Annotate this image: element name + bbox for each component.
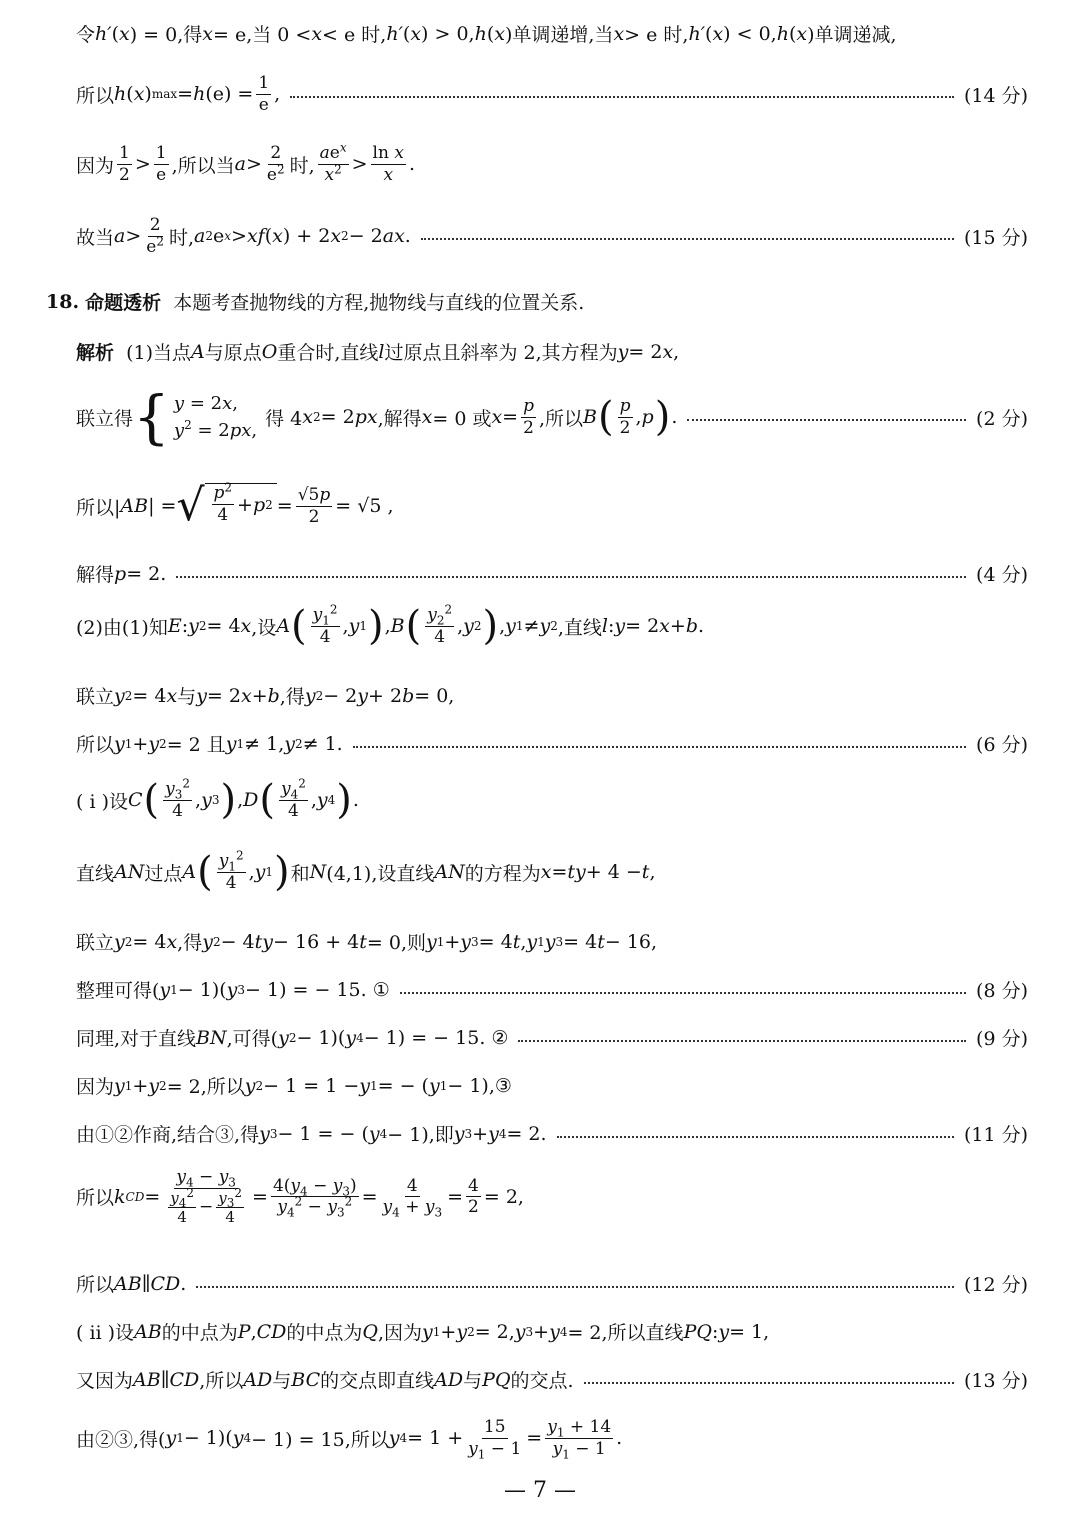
text-line: 联立 y 2 = 4 x 与 y = 2 x + b ,得 y 2 − 2 y + 2 b = 0, (76, 684, 455, 708)
dot-leader (421, 238, 954, 240)
score-label: (13 分) (963, 1370, 1028, 1392)
dot-leader (518, 1040, 966, 1042)
page-number: — 7 — (504, 1478, 576, 1503)
text-line: 联立 y 2 = 4 x ,得 y 2 − 4 ty − 16 + 4 t = 0,则 y 1 + y 3 = 4 t , y 1 y 3 = 4 t − 16, (76, 930, 658, 954)
text-line: 所以| AB | = √ $\frac{p^2}{4}$ + p 2 = $\frac{√5p}{2}$ = √5 , (76, 480, 394, 531)
heading-label: 命题透析 (85, 292, 162, 314)
text-line: ( ⅰ )设 C ( $\frac{y_3^2}{4}$ , y 3 ) , D ( $\frac{y_4^2}{4}$ , y 4 ) . (76, 776, 359, 824)
score-label: (4 分) (976, 564, 1028, 586)
text-line: 由②③,得( y 1 − 1)( y 4 − 1) = 15,所以 y 4 = 1 + $\frac{15}{y_1 - 1}$ = $\frac{y_1 + 14}{y_1 - 1}$ . (76, 1417, 623, 1462)
text-line: 所以 h ( x ) max = h (e) = $\frac{1}{e}$ , (14 分) (76, 73, 1028, 115)
dot-leader (400, 992, 966, 994)
text-line: 因为 $\frac{1}{2}$ > $\frac{1}{e}$ ,所以当 a > $\frac{2}{e^2}$ 时, $\frac{ae^x}{x^2}$ > $\frac{\text{ln x}}{x}$ . (76, 140, 415, 185)
score-label: (9 分) (976, 1028, 1028, 1050)
score-label: (12 分) (963, 1274, 1028, 1296)
score-label: (8 分) (976, 980, 1028, 1002)
text-line: 整理可得( y 1 − 1)( y 3 − 1) = − 15. ① (8 分) (76, 976, 1028, 1003)
heading-intro: 本题考查抛物线的方程,抛物线与直线的位置关系. (173, 292, 585, 314)
text-line: 所以 k CD = $y_4 - y_3$ $\frac{y_4^2}{4}$ − $\frac{y_3^2}{4}$ = $\frac{4(y_4 - y_3)}{y_4^2 - y_3^2}$ = $\frac{4}{y_4 + y_3}$ = $\frac{4}{2}$ = 2, (76, 1167, 524, 1227)
text-line: 由①②作商,结合③,得 y 3 − 1 = − ( y 4 − 1),即 y 3 + y 4 = 2. (11 分) (76, 1120, 1028, 1147)
dot-leader (176, 576, 966, 578)
score-label: (6 分) (976, 734, 1028, 756)
text-line: 同理,对于直线 BN ,可得( y 2 − 1)( y 4 − 1) = − 15. ② (9 分) (76, 1024, 1028, 1051)
score-label: (2 分) (976, 407, 1028, 430)
question-heading (46, 288, 1028, 315)
text-line: (2)由(1)知 E : y 2 = 4 x ,设 A ( $\frac{y_1^2}{4}$ , y 1 ) , B ( $\frac{y_2^2}{4}$ , y 2 ) , y 1 ≠ y 2 ,直线 l : y = 2 x + b . (76, 602, 705, 650)
dot-leader (290, 96, 954, 98)
text-line: 直线 AN 过点 A ( $\frac{y_1^2}{4}$ , y 1 ) 和 N (4,1),设直线 AN 的方程为 x = ty + 4 − t , (76, 848, 656, 896)
text-line: 又因为 AB ∥ CD ,所以 AD 与 BC 的交点即直线 AD 与 PQ 的交点. (13 分) (76, 1366, 1028, 1393)
dot-leader (196, 1286, 954, 1288)
score-label: (14 分) (963, 84, 1028, 107)
dot-leader (353, 746, 966, 748)
score-label: (11 分) (963, 1124, 1028, 1146)
question-number: 18. (46, 290, 80, 313)
dot-leader (584, 1382, 954, 1384)
score-label: (15 分) (963, 226, 1028, 249)
text-line: 解得 p = 2. (4 分) (76, 560, 1028, 587)
text-line: 解析 (1)当点 A 与原点 O 重合时,直线 l 过原点且斜率为 2,其方程为 y = 2 x , (76, 338, 1028, 365)
dot-leader (687, 419, 966, 421)
text-line: 因为 y 1 + y 2 = 2,所以 y 2 − 1 = 1 − y 1 = − ( y 1 − 1),③ (76, 1074, 512, 1098)
text-line: 联立得 { y = 2x, $y^2 = 2px$, 得 4 x 2 = 2 px ,解得 x = 0 或 x = $\frac{p}{2}$ ,所以 B ( $\frac{p}{2}$ , p ) . (2 分) (76, 383, 1028, 451)
text-line: ( ⅱ )设 AB 的中点为 P , CD 的中点为 Q ,因为 y 1 + y 2 = 2, y 3 + y 4 = 2,所以直线 PQ : y = 1, (76, 1320, 770, 1344)
text-line: 所以 AB ∥ CD . (12 分) (76, 1270, 1028, 1297)
dot-leader (557, 1136, 954, 1138)
text-line: 所以 y 1 + y 2 = 2 且 y 1 ≠ 1, y 2 ≠ 1. (6 分) (76, 730, 1028, 757)
jiexi-label: 解析 (76, 342, 115, 364)
text-line: 故当 a > $\frac{2}{e^2}$ 时, a 2 e x > xf ( x ) + 2 x 2 − 2 ax . (15 分) (76, 215, 1028, 257)
text-line: 令 h′ ( x ) = 0,得 x = e,当 0 < x < e 时, h′ ( x ) > 0, h ( x )单调递增,当 x > e 时, h′ ( x ) < 0, h ( x )单调递减, (76, 22, 897, 46)
